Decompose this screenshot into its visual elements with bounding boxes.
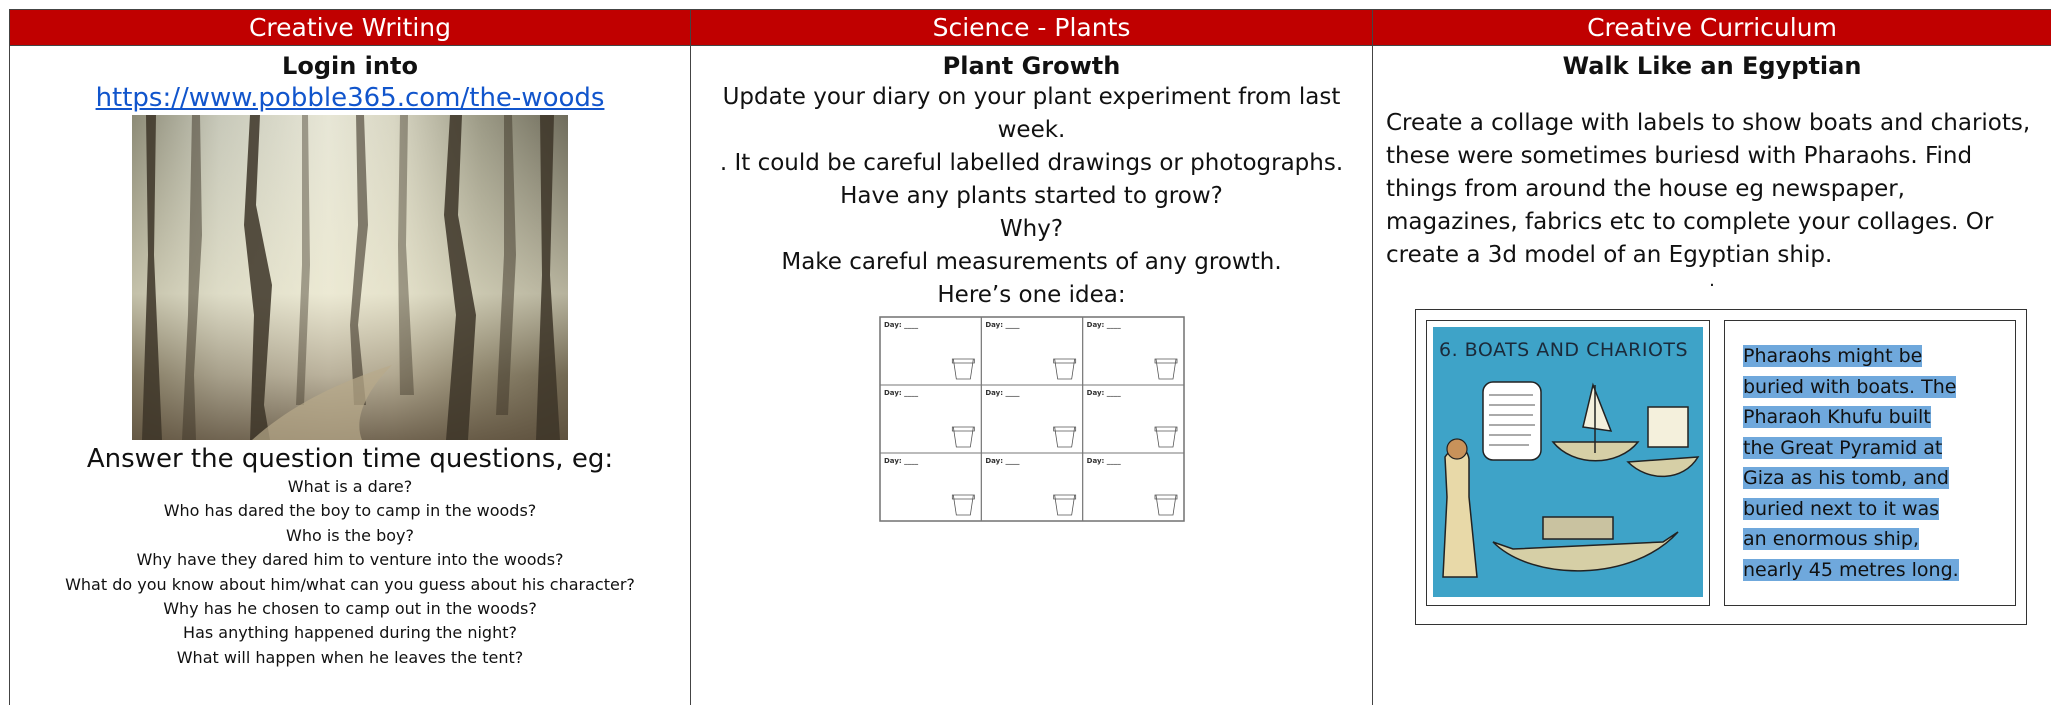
science-line: Update your diary on your plant experiment from last week. [722,84,1341,143]
diary-day-label: Day: ____ [883,389,918,397]
highlight-line: nearly 45 metres long. [1743,558,1959,581]
diary-day-label: Day: ____ [1086,389,1121,397]
highlight-line: an enormous ship, [1743,528,1919,550]
boats-text-frame [1724,320,2016,606]
diary-day-label: Day: ____ [883,321,918,329]
question-item: Who is the boy? [286,525,414,545]
science-line: Make careful measurements of any growth. [781,249,1282,275]
science-title: Plant Growth [942,52,1121,80]
diary-day-label: Day: ____ [984,389,1019,397]
highlight-line: buried next to it was [1743,497,1940,520]
writing-title: Login into [282,52,418,80]
highlight-line: the Great Pyramid at [1743,436,1943,459]
boats-chariots-illustration [1433,327,1703,597]
question-item: Why has he chosen to camp out in the woods? [163,599,537,619]
worksheet-table [9,9,2051,705]
plant-diary-grid [879,316,1185,522]
highlight-line: Pharaohs might be [1743,345,1923,367]
question-item: What will happen when he leaves the tent? [176,647,524,667]
illustration-title: 6. BOATS AND CHARIOTS [1439,339,1689,361]
question-item: Has anything happened during the night? [183,623,517,643]
question-item: Why have they dared him to venture into the woods? [136,550,564,570]
curriculum-body: Create a collage with labels to show boats and chariots, these were sometimes buriesd with Pharaohs. Find things from around the house eg newspaper, magazines, fabrics etc to complete your collages. Or create a 3d model of an Egyptian ship. [1386,110,2031,268]
science-line: Why? [999,216,1064,242]
question-heading: Answer the question time questions, eg: [86,444,614,474]
diary-day-label: Day: ____ [984,457,1019,465]
diary-day-label: Day: ____ [883,457,918,465]
diary-day-label: Day: ____ [1086,321,1121,329]
science-line: . It could be careful labelled drawings or photographs. [719,150,1344,176]
question-item: What do you know about him/what can you guess about his character? [65,574,635,594]
woods-photo [132,115,568,440]
curriculum-cell [1373,46,2051,705]
stray-dot: . [1709,270,1715,291]
highlighted-text [1743,341,1973,585]
highlight-line: Pharaoh Khufu built [1743,406,1931,428]
science-cell [691,46,1373,705]
header-creative-curriculum: Creative Curriculum [1373,10,2051,46]
diary-day-label: Day: ____ [984,321,1019,329]
science-line: Have any plants started to grow? [840,183,1223,209]
diary-day-label: Day: ____ [1086,457,1121,465]
highlight-line: Giza as his tomb, and [1743,467,1949,489]
boats-info-box [1415,309,2027,625]
question-list [10,475,690,670]
writing-cell [10,46,691,705]
header-creative-writing: Creative Writing [10,10,691,46]
curriculum-title: Walk Like an Egyptian [1562,52,1862,80]
science-line: Here’s one idea: [937,282,1126,308]
question-item: What is a dare? [287,477,413,496]
boats-drawing [1433,327,1703,597]
pobble-link[interactable]: https://www.pobble365.com/the-woods [95,83,605,113]
header-science-plants: Science - Plants [691,10,1373,46]
question-item: Who has dared the boy to camp in the woods? [163,501,537,521]
highlight-line: buried with boats. The [1743,375,1957,398]
